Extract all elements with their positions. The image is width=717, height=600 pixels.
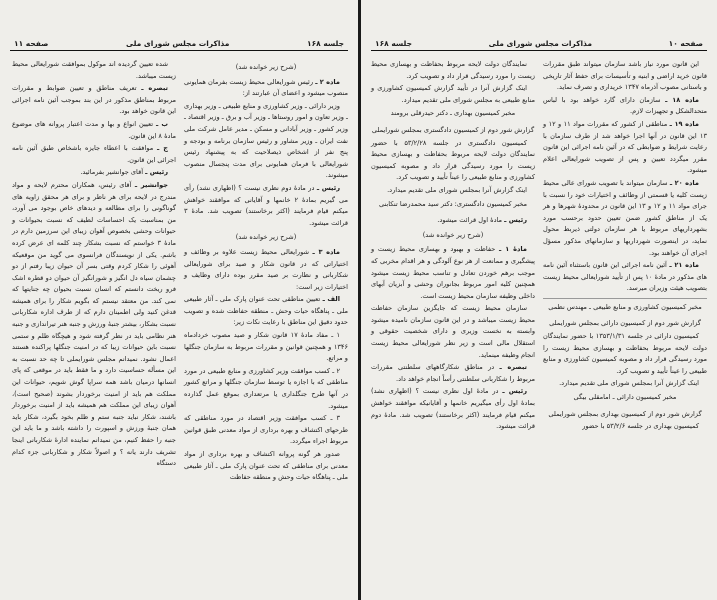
paragraph-text: حفاظت و بهبود و بهسازی محیط زیست و پیشگیری و ممانعت از هر نوع آلودگی و هر اقدام مخربی که موجب برهم خوردن تعادل و تناسب محیط زیست میشود همچنین کلیه امور مربوط بجانوران وحشی و آبزیان آبهای داخلی وظیفه سازمان محیط زیست است. — [371, 245, 535, 300]
paragraph-text: در مادهٔ اول نظری نیست ؟ (اظهاری نشد) بمادهٔ اول رأی میگیریم خانمها و آقایانیکه موافقند خواهش میکنم قیام فرمایند (اکثر برخاستند) تصویب شد. مادهٔ دوم قرائت میشود. — [371, 387, 535, 431]
paragraph — [184, 449, 348, 484]
column-left — [12, 59, 176, 485]
paragraph-text: اینک گزارش آنرا بمجلس شورای ملی تقدیم میدارد. — [387, 185, 527, 194]
paragraph-lead: رئیس ـ — [502, 387, 527, 396]
page-10 — [358, 0, 717, 600]
report-heading — [543, 318, 707, 330]
rapporteur-signature — [371, 199, 535, 211]
report-heading — [543, 409, 707, 421]
paragraph-text: تعریف مناطق و تعیین ضوابط و مقررات مربوط بمناطق مذکور در این بند بموجب آئین نامه اجرائی این قانون خواهد بود. — [12, 84, 176, 116]
paragraph-text: ۲ ـ کسب موافقت وزیر کشاورزی و منابع طبیعی در مورد مناطقی که با اجازه یا توسط سازمان جنگلها و مراتع کشور در آنها طرح جنگلداری یا مرتعداری بموقع عمل گذارده میشود. — [184, 366, 348, 410]
paragraph-text: مخبر کمیسیون کشاورزی و منابع طبیعی ـ مهندس نظمی — [548, 302, 702, 311]
paragraph — [543, 95, 707, 118]
paragraph-lead: جوانشیر ـ — [134, 180, 168, 189]
paragraph-lead: تبصره ـ — [499, 363, 527, 372]
paragraph-text: در مناطق شکارگاههای سلطنتی مقررات مربوط را شکاربانی سلطنتی رأساً انجام خواهد داد. — [371, 363, 535, 383]
paragraph-text: کمیسیون بهداری در جلسه ۵۳/۲/۶ با حضور — [582, 422, 699, 431]
paragraph-text: تعیین انواع و بها و مدت اعتبار پروانه های موضوع مادهٔ ۸ این قانون. — [12, 119, 176, 140]
paragraph — [184, 366, 348, 412]
paragraph-lead: ج ـ — [157, 144, 168, 153]
session-number: جلسه ۱۶۸ — [307, 39, 344, 48]
paragraph-text: نمایندگان دولت لایحه مربوط بحفاظت و بهسازی محیط زیست را مورد رسیدگی قرار داد و تصویب کرد. — [371, 60, 535, 80]
paragraph-text: شده تعیین گردیده اند موکول بموافقت شورایعالی محیط زیست میباشد. — [12, 60, 176, 80]
paragraph-text: شورایعالی محیط زیست علاوه بر وظائف و اختیاراتی که در قانون شکار و صید برای شورایعالی شکاربانی و نظارت بر صید مقرر بوده دارای وظایف و اختیارات زیر است: — [184, 247, 348, 291]
paragraph-text: کمیسیون دارائی در جلسه ۱۳۵۳/۱/۳۱ با حضور نمایندگان دولت لایحه مربوط بحفاظت و بهسازی محیط زیست را مورد رسیدگی قرار داد و مصوبه کمیسیون کشاورزی و منابع طبیعی را عیناً تأیید و تصویب کرد. — [543, 332, 707, 375]
paragraph-lead: مادهٔ ۱ ـ — [499, 245, 527, 254]
column-left — [371, 59, 535, 434]
paragraph-text: وزیر دارائی ـ وزیر کشاورزی و منابع طبیعی ـ وزیر بهداری ـ وزیر تعاون و امور روستاها ـ وزیر آب و برق ـ وزیر اقتصاد ـ وزیر کشور ـ وزیر آبادانی و مسکن ـ مدیر عامل شرکت ملی نفت ایران ـ وزیر مشاور و رئیس سازمان برنامه و بودجه و پنج نفر از اشخاص ذیصلاحیت که به پیشنهاد رئیس شورایعالی با فرمان همایونی برای مدت پنجسال منصوب میشوند. — [184, 101, 348, 180]
text-columns — [371, 59, 707, 434]
paragraph — [184, 330, 348, 365]
running-title: مذاکرات مجلس شورای ملی — [126, 39, 230, 48]
page-number: صفحه ۱۱ — [14, 39, 49, 48]
rapporteur-signature — [543, 302, 707, 314]
paragraph — [184, 77, 348, 100]
paragraph — [543, 178, 707, 259]
paragraph — [12, 59, 176, 82]
paragraph-lead: الف ـ — [322, 295, 340, 304]
paragraph-text: کمیسیون دادگستری در جلسه ۵۳/۲/۲۸ با حضور نمایندگان دولت لایحه مربوط بحفاظت و بهسازی محیط زیست را مورد رسیدگی قرار داد و مصوبه کمیسیون کشاورزی و منابع طبیعی را عیناً تأیید و تصویب کرد. — [371, 138, 535, 182]
paragraph — [371, 59, 535, 82]
paragraph-lead: ماده ۳ ـ — [312, 247, 340, 256]
paragraph-lead: رئیس ـ — [316, 183, 340, 192]
paragraph — [371, 83, 535, 106]
paragraph-text: در مادهٔ دوم نظری نیست ؟ (اظهاری نشد) رأی می گیریم بمادهٔ ۲ خانمها و آقایانی که موافقند خواهش میکنم قیام فرمایند (اکثر برخاستند) تصویب شد. مادهٔ ۳ قرائت میشود. — [184, 183, 348, 227]
paragraph-text: ۳ ـ کسب موافقت وزیر اقتصاد در مورد مناطقی که طرحهای اکتشاف و بهره برداری از مواد معدنی طبق قوانین مربوط اجراء میگردد. — [184, 414, 348, 446]
paragraph-text: صدور هر گونه پروانه اکتشاف و بهره برداری از مواد معدنی برای مناطقی که تحت عنوان پارک ملی ـ آثار طبیعی ملی ـ پناهگاه حیات وحش و منطقه حفاظت — [184, 450, 348, 482]
paragraph — [12, 119, 176, 142]
column-right — [184, 59, 348, 485]
paragraph — [184, 413, 348, 448]
paragraph — [371, 185, 535, 197]
column-right — [543, 59, 707, 434]
paragraph-lead: رئیس ـ — [145, 168, 168, 177]
paragraph-text: تعیین مناطقی تحت عنوان پارک ملی ـ آثار طبیعی ملی ـ پناهگاه حیات وحش ـ منطقه حفاظت شده و تصویب حدود دقیق این مناطق با رعایت نکات زیر: — [184, 295, 348, 327]
paragraph — [543, 421, 707, 433]
stage-direction — [371, 230, 535, 242]
page-header — [371, 34, 707, 51]
paragraph-text: (شرح زیر خوانده شد) — [235, 233, 297, 242]
paragraph — [184, 101, 348, 182]
paragraph-text: (شرح زیر خوانده شد) — [422, 230, 484, 239]
paragraph — [12, 143, 176, 166]
report-heading — [371, 125, 535, 137]
rapporteur-signature — [543, 392, 707, 404]
paragraph-lead: ب ـ — [155, 119, 168, 128]
paragraph-text: این قانون مورد نیاز باشد سازمان میتواند طبق مقررات قانون خرید اراضی و ابنیه و تأسیسات برای حفظ آثار تاریخی و باستانی مصوب آذرماه ۱۳۴۷ خریداری و تصرف نماید. — [543, 60, 707, 92]
paragraph-text: (شرح زیر خوانده شد) — [235, 63, 297, 71]
stage-direction — [184, 62, 348, 74]
paragraph-text: سازمان دارای گارد خواهد بود با لباس متحدالشکل و تجهیزات لازم. — [543, 95, 707, 116]
paragraph — [543, 59, 707, 94]
paragraph — [543, 260, 707, 295]
paragraph-lead: ماده ۲۰ ـ — [669, 178, 699, 187]
paragraph-text: آقای جوانشیر بفرمائید. — [80, 168, 146, 177]
page-header — [10, 34, 348, 51]
paragraph — [184, 247, 348, 293]
paragraph-text: آئین نامه اجرائی این قانون باستثناء آئین نامه های مذکور در مادهٔ ۱۰ پس از تأیید شورایعالی محیط زیست بتصویب هیئت وزیران میرسد. — [543, 261, 707, 293]
paragraph-text: اینک گزارش آنرا در تأیید گزارش کمیسیون کشاورزی و منابع طبیعی به مجلس شورای ملی تقدیم میدارد. — [371, 84, 535, 104]
paragraph-text: گزارش شور دوم از کمیسیون دارائی بمجلس شورایملی — [549, 319, 701, 328]
paragraph — [371, 303, 535, 361]
paragraph-text: رئیس شورایعالی محیط زیست بفرمان همایونی منصوب میشود و اعضای آن عبارتند از: — [184, 77, 348, 98]
paragraph-text: سازمان میتواند با تصویب شورای عالی محیط زیست کلیه یا قسمتی از وظائف و اختیارات خود را نسبت با جرای مواد ۱۱ و ۱۲ و ۱۳ این قانون در محدودهٔ شهرها و هر یک از مناطق کشور ضمن تعیین حدود برحسب مورد بشهرداریهای مربوط یا هر سازمان دولتی ذیربط محول نماید، در اینصورت شهرداریها و سازمانهای مذکور مسؤل اجرای آن خواهند بود. — [543, 178, 707, 257]
paragraph-lead: رئیس ـ — [504, 216, 527, 225]
paragraph-text: گزارش شور دوم از کمیسیون بهداری بمجلس شورایملی — [548, 409, 702, 418]
paragraph-lead: ماده ۱۹ ـ — [669, 119, 699, 128]
paragraph — [543, 378, 707, 390]
rapporteur-signature — [371, 108, 535, 120]
paragraph-text: مخبر کمیسیون دارائی ـ امامقلی بیگی — [573, 393, 677, 402]
paragraph — [371, 362, 535, 385]
paragraph — [184, 294, 348, 329]
paragraph-text: آقای رئیس، همکاران محترم لایحه و مواد مندرج در لایحه برای هر ناظر و برای هر محقق زاویه های گوناگونی را برای مطالعه و دیدهای خاص بوجود می آورد، من بمناسبت یک احساسات لطیف که نسبت بحیوانات و حیوانات وحشی بخصوص آهوان زیبای این سرزمین دارم در مادهٔ ۳ خواستم که نسبت بشکار چند کلمه ای عرض کرده باشم. یکی از نویسندگان فرانسوی می گوید من موقعیکه آهوئی را شکار کردم وقتی بسر آن حیوان زیبا رفتم از دو چشمان سیاه دل انگیز و شورانگیز آن حیوان دو قطره اشک فرو ریخت دانستم که انسان نسبت بحیوان چه جنایتها که نمی کند. من معتقد نیستم که بگویم شکار را برای همیشه قدغن کنید ولی اطمینان دارم که از طرف اداره شکاربانی نسبت بشکار، بیشتر جنبهٔ ورزش و جنبه هنر تیراندازی و جنبه هنر نظامی باید در نظر گرفته شود و هیچگاه ظلم و ستمی نسبت باین حیوانات زیبا که در امنیت جنگلها پراکنده هستند اعمال نشود. نمیدانم مجلس شورایملی تا چه حد نسبت به این مسأله حساسیت دارد و ما فقط باید در موقعی که پای انسانها درمیان باشد همه سراپا گوش شویم، حیوانات این مملکت هم باید از امنیت برخوردار بشوند (صحیح است)، آهوان زیبای این مملکت هم همیشه باید از امنیت برخوردار باشند، شکار نباید جنبه ستم و ظلم بخود بگیرد، شکار باید همان جنبهٔ ورزش و اسپورت را داشته باشد و ما باید این جنبه را حفظ کنیم، من نمیدانم نماینده ادارهٔ شکاربانی اینجا تشریف دارند یانه ؟ و اصولاً شکار و شکاربانی جزء کدام دستگاه — [12, 180, 177, 468]
stage-direction — [184, 232, 348, 244]
paragraph-text: موافقت با اعطاء جایزه باشخاص طبق آئین نامه اجرائی این قانون. — [12, 144, 176, 164]
paragraph — [371, 138, 535, 184]
paragraph-text: مخبر کمیسیون بهداری ـ دکتر حیدرقلی برومند — [390, 109, 516, 118]
paragraph-text: مخبر کمیسیون دادگستری: دکتر سید محمدرضا تنکابنی — [378, 199, 528, 208]
paragraph-text: اینک گزارش آنرا بمجلس شورای ملی تقدیم میدارد. — [559, 379, 699, 388]
paragraph-lead: ماده ۲ ـ — [315, 77, 340, 86]
page-number: صفحه ۱۰ — [668, 39, 703, 48]
paragraph — [184, 183, 348, 229]
paragraph-lead: ماده ۱۸ ـ — [665, 95, 699, 104]
text-columns — [10, 59, 348, 485]
paragraph-text: گزارش شور دوم از کمیسیون دادگستری بمجلس شورایملی — [371, 125, 535, 134]
session-number: جلسه ۱۶۸ — [375, 39, 413, 48]
paragraph — [12, 180, 176, 470]
running-title: مذاکرات مجلس شورای ملی — [488, 39, 592, 48]
paragraph-lead: تبصره ـ — [141, 84, 168, 93]
paragraph — [371, 244, 535, 302]
paragraph — [371, 215, 535, 227]
paragraph — [12, 167, 176, 179]
paragraph-text: مادهٔ اول قرائت میشود. — [437, 216, 505, 225]
paragraph — [12, 83, 176, 118]
paragraph-text: ۱ ـ مفاد مادهٔ ۱۷ قانون شکار و صید مصوب خردادماه ۱۳۴۶ و همچنین قوانین و مقررات مربوط به سازمان جنگلها و مراتع. — [184, 331, 348, 363]
paragraph — [543, 119, 707, 177]
paragraph — [371, 386, 535, 432]
paragraph — [543, 331, 707, 377]
divider — [543, 298, 707, 299]
paragraph-lead: ماده ۲۱ ـ — [669, 261, 700, 270]
paragraph-text: سازمان محیط زیست که جایگزین سازمان حفاظت محیط زیست میباشد و در این قانون سازمان نامیده میشود وابسته به نخست وزیری و دارای شخصیت حقوقی و استقلال مالی است و زیر نظر شورایعالی محیط زیست انجام وظیفه مینماید. — [371, 304, 535, 359]
page-11 — [0, 0, 358, 600]
paragraph-text: مناطقی از کشور که مقررات مواد ۱۱ و ۱۲ و ۱۳ این قانون در آنها اجرا خواهد شد از طرف سازمان با رعایت شرایط و ضوابطی که در آئین نامه اجرائی این قانون مقرر میگردد تعیین و پس از تصویب شورایعالی اعلام میشود. — [543, 119, 707, 175]
